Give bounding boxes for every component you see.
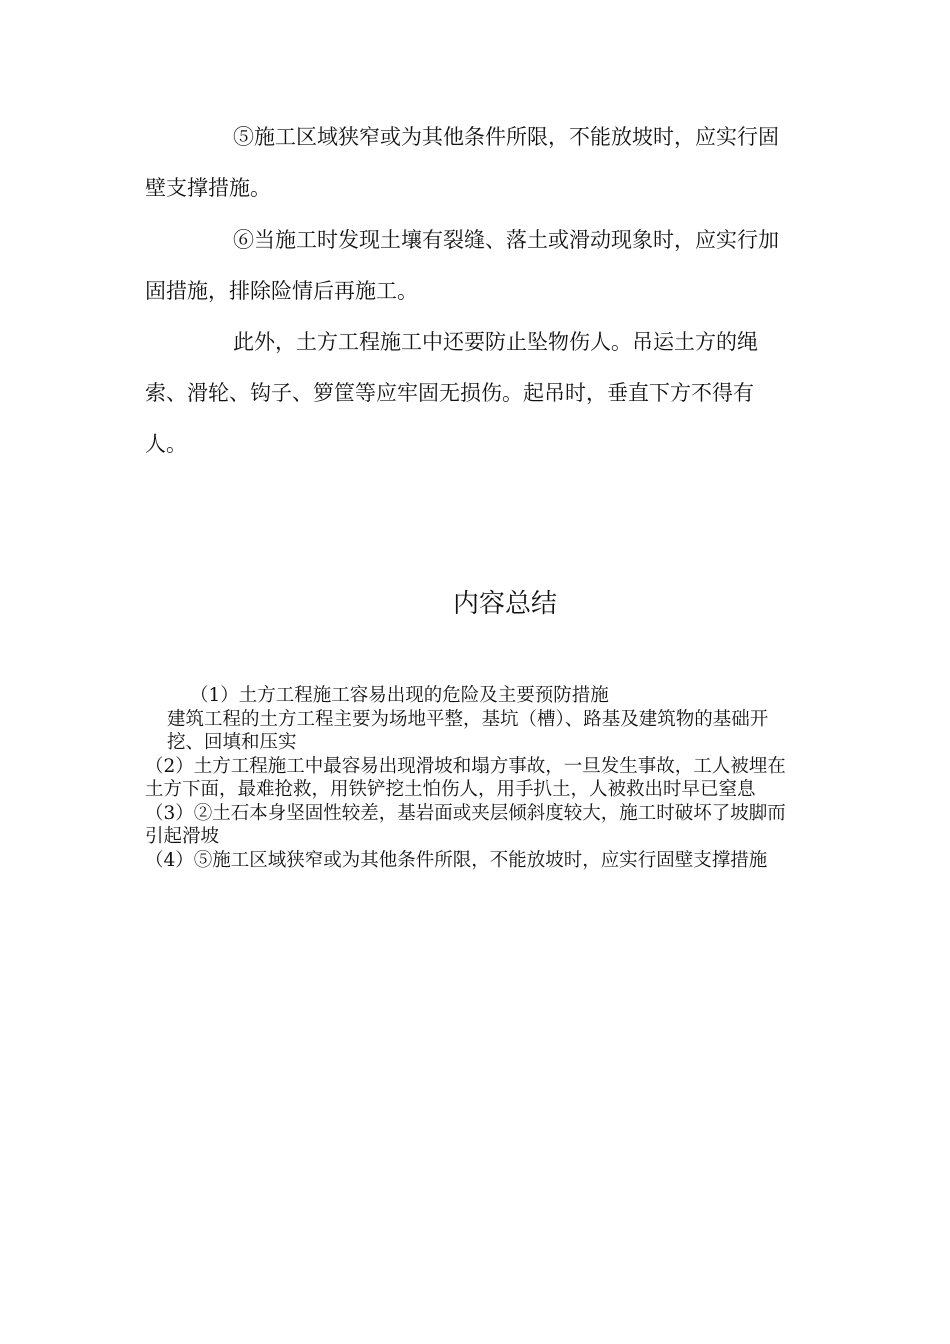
summary-item-2: （2）土方工程施工中最容易出现滑坡和塌方事故，一旦发生事故，工人被埋在土方下面，最难抢救，用铁铲挖土怕伤人，用手扒土，人被救出时早已窒息 bbox=[145, 755, 786, 800]
summary-item-3: （3）②土石本身坚固性较差，基岩面或夹层倾斜度较大，施工时破坏了坡脚而引起滑坡 bbox=[145, 802, 786, 847]
summary-section bbox=[145, 684, 803, 872]
summary-title: 内容总结 bbox=[452, 589, 557, 619]
body-paragraph-3: 此外，土方工程施工中还要防止坠物伤人。吊运土方的绳索、滑轮、钩子、箩筐等应牢固无损伤。起吊时，垂直下方不得有人。 bbox=[145, 330, 758, 456]
summary-subline: 建筑工程的土方工程主要为场地平整，基坑（槽）、路基及建筑物的基础开挖、回填和压实 bbox=[167, 708, 769, 753]
body-paragraph-1: ⑤施工区域狭窄或为其他条件所限，不能放坡时，应实行固壁支撑措施。 bbox=[145, 125, 779, 200]
summary-heading: （1）土方工程施工容易出现的危险及主要预防措施 bbox=[190, 685, 609, 706]
body-paragraph-2: ⑥当施工时发现土壤有裂缝、落土或滑动现象时，应实行加固措施，排除险情后再施工。 bbox=[145, 228, 779, 303]
summary-item-4: （4）⑤施工区域狭窄或为其他条件所限，不能放坡时，应实行固壁支撑措施 bbox=[145, 849, 768, 871]
